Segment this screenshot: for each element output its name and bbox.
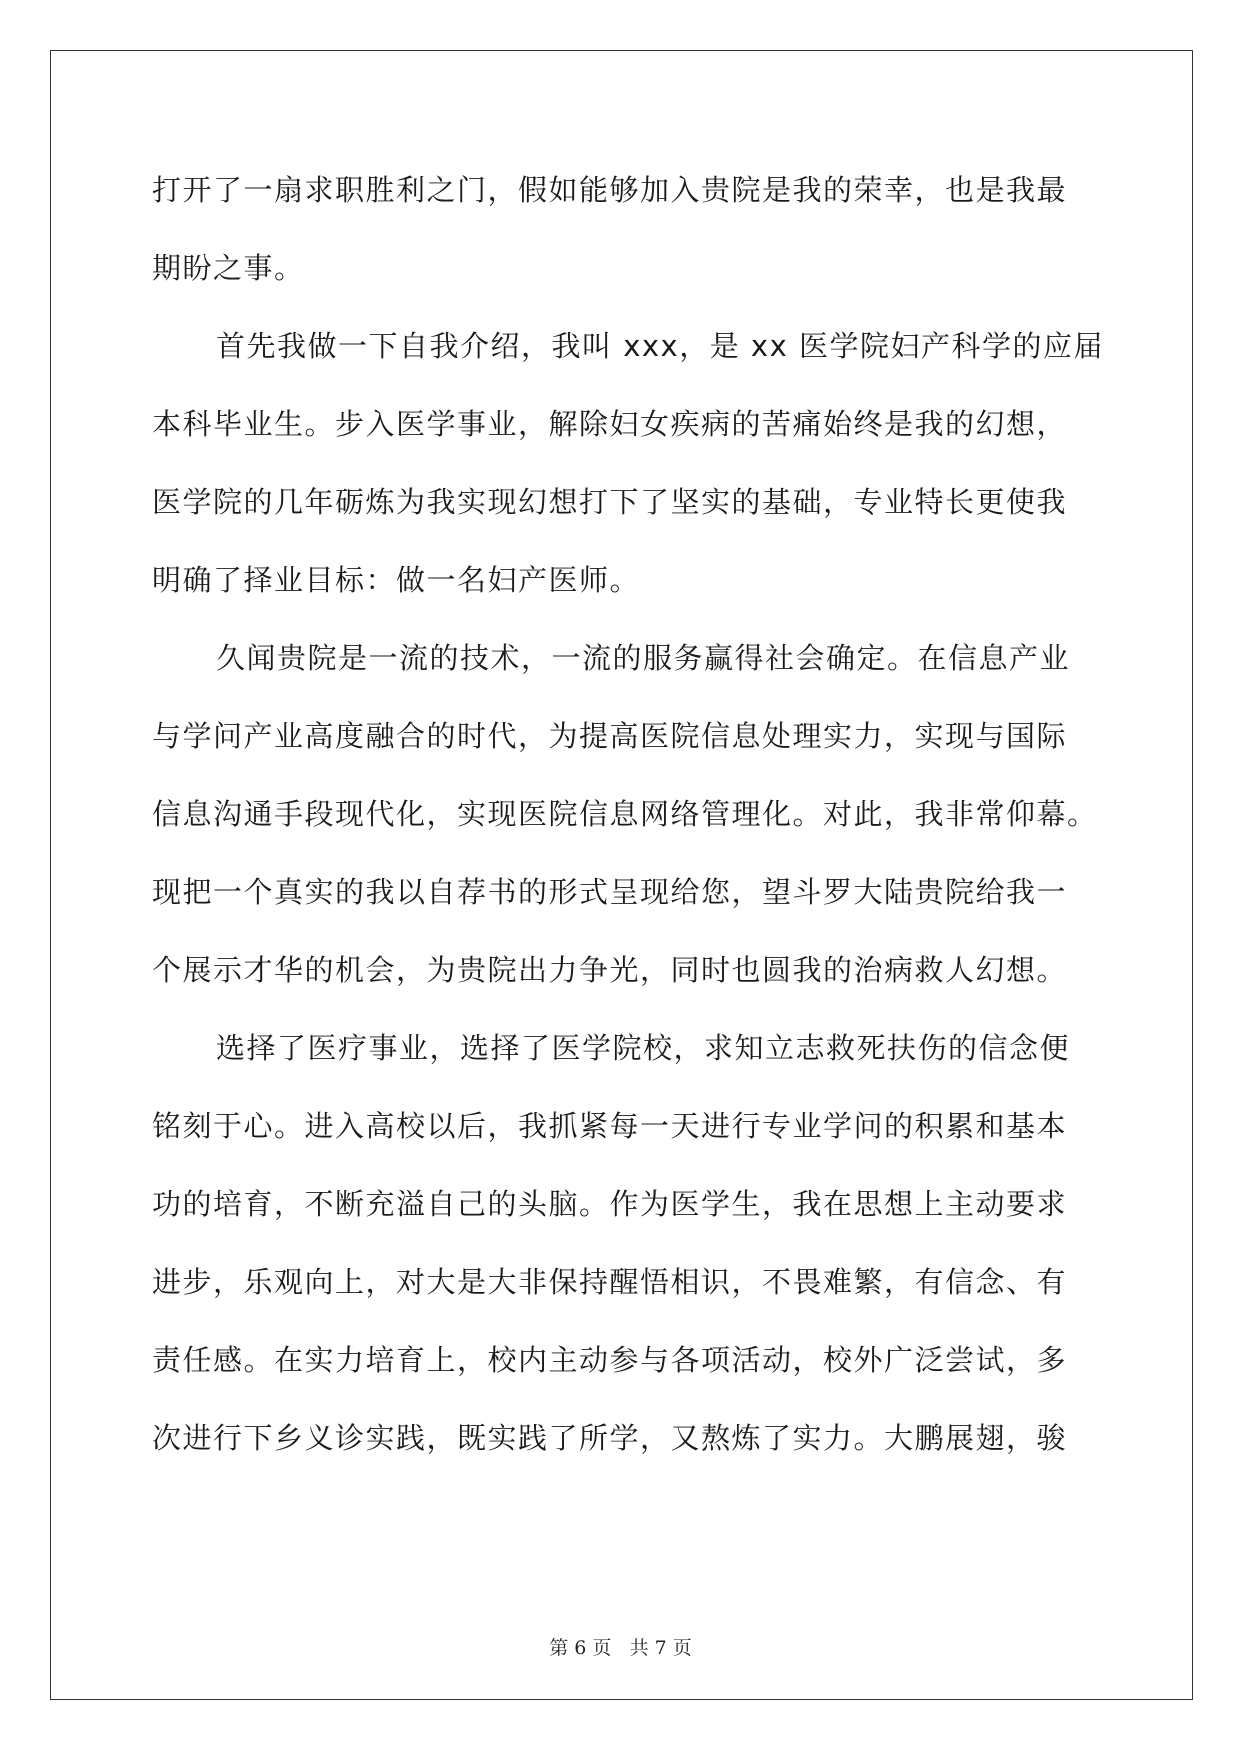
text-line: 现把一个真实的我以自荐书的形式呈现给您，望斗罗大陆贵院给我一: [152, 875, 1068, 909]
text-line: 明确了择业目标：做一名妇产医师。: [152, 563, 641, 597]
text-line: 打开了一扇求职胜利之门，假如能够加入贵院是我的荣幸，也是我最: [152, 173, 1068, 207]
text-line: 久闻贵院是一流的技术，一流的服务赢得社会确定。在信息产业: [216, 641, 1071, 675]
text-line: 信息沟通手段现代化，实现医院信息网络管理化。对此，我非常仰幕。: [152, 797, 1098, 831]
text-line: 进步，乐观向上，对大是大非保持醒悟相识，不畏难繁，有信念、有: [152, 1265, 1068, 1299]
text-line: 选择了医疗事业，选择了医学院校，求知立志救死扶伤的信念便: [216, 1031, 1071, 1065]
page-footer: [0, 1633, 1241, 1660]
text-line: 次进行下乡义诊实践，既实践了所学，又熬炼了实力。大鹏展翅，骏: [152, 1421, 1068, 1455]
text-line: 功的培育，不断充溢自己的头脑。作为医学生，我在思想上主动要求: [152, 1187, 1068, 1221]
text-line: 责任感。在实力培育上，校内主动参与各项活动，校外广泛尝试，多: [152, 1343, 1068, 1377]
text-line: 医学院的几年砺炼为我实现幻想打下了坚实的基础，专业特长更使我: [152, 485, 1068, 519]
text-line: 首先我做一下自我介绍，我叫 xxx，是 xx 医学院妇产科学的应届: [216, 329, 1104, 363]
text-line: 期盼之事。: [152, 251, 305, 285]
text-line: 铭刻于心。进入高校以后，我抓紧每一天进行专业学问的积累和基本: [152, 1109, 1068, 1143]
text-line: 本科毕业生。步入医学事业，解除妇女疾病的苦痛始终是我的幻想，: [152, 407, 1068, 441]
document-body: [152, 162, 1104, 1488]
text-line: 个展示才华的机会，为贵院出力争光，同时也圆我的治病救人幻想。: [152, 953, 1068, 987]
text-line: 与学问产业高度融合的时代，为提高医院信息处理实力，实现与国际: [152, 719, 1068, 753]
page-total: 共 7 页: [629, 1637, 692, 1659]
page-number: 第 6 页: [549, 1637, 612, 1659]
